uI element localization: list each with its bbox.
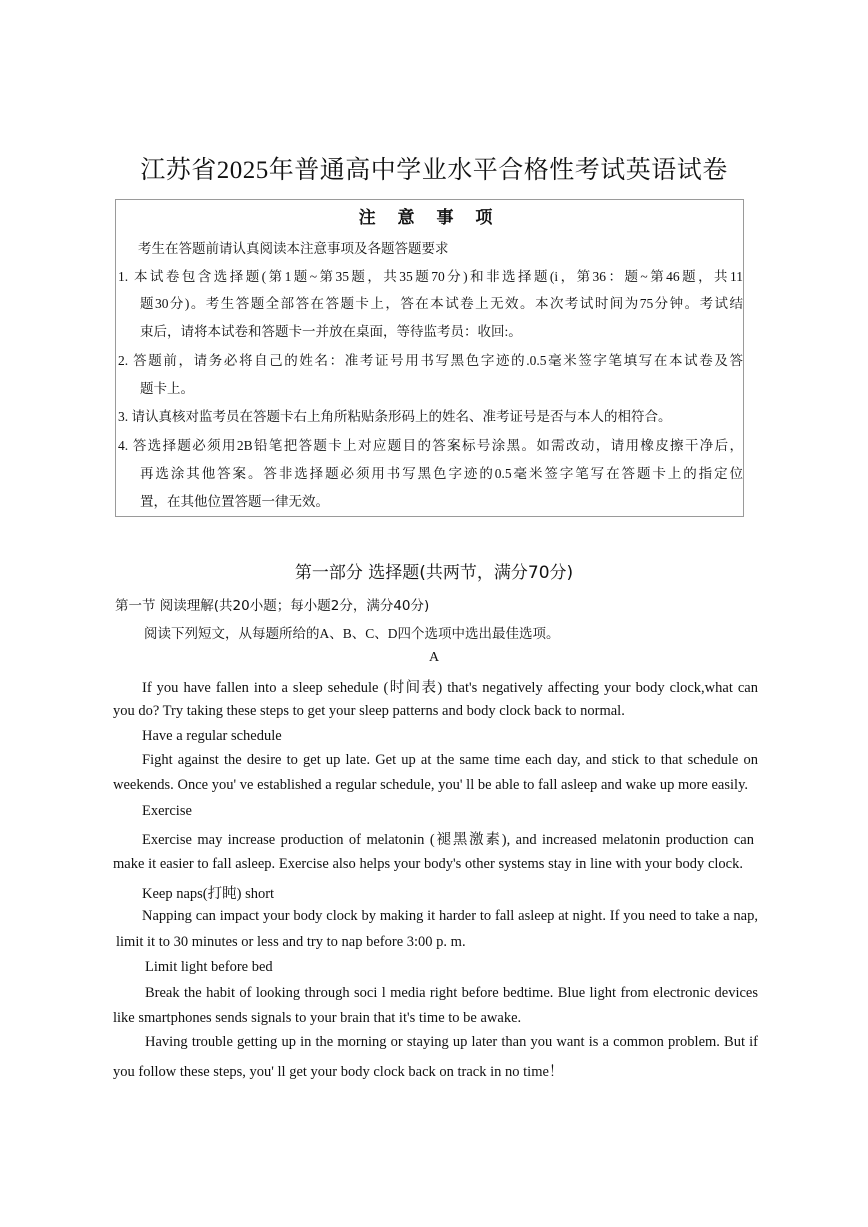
notice-line: 题30分)。考生答题全部答在答题卡上，答在本试卷上无效。本次考试时间为75分钟。考试结 xyxy=(140,296,743,311)
notice-line: 3. 请认真核对监考员在答题卡右上角所粘贴条形码上的姓名、准考证号是否与本人的相符合。 xyxy=(118,409,672,424)
passage-line: limit it to 30 minutes or less and try to nap before 3:00 p. m. xyxy=(116,934,466,950)
passage-line: weekends. Once you' ve established a regular schedule, you' ll be able to fall asleep and wake up more easily. xyxy=(113,777,748,793)
passage-subheading: Have a regular schedule xyxy=(142,728,282,744)
passage-label: A xyxy=(428,650,440,665)
exam-title: 江苏省2025年普通高中学业水平合格性考试英语试卷 xyxy=(140,157,728,184)
passage-line: like smartphones sends signals to your brain that it's time to be awake. xyxy=(113,1010,522,1026)
passage-subheading: Exercise xyxy=(142,803,192,819)
notice-line: 题卡上。 xyxy=(140,381,194,396)
notice-line: 束后，请将本试卷和答题卡一并放在桌面，等待监考员：收回:。 xyxy=(140,324,522,339)
notice-line: 1. 本试卷包含选择题(第1题~第35题，共35题70分)和非选择题(i，第36：题~第46题，共11 xyxy=(118,269,743,284)
passage-line: Break the habit of looking through soci l media right before bedtime. Blue light from electronic devices xyxy=(145,985,758,1001)
passage-line: you follow these steps, you' ll get your body clock back on track in no time！ xyxy=(113,1064,564,1080)
instruction: 阅读下列短文，从每题所给的A、B、C、D四个选项中选出最佳选项。 xyxy=(144,626,560,641)
section-title: 第一节 阅读理解(共20小题；每小题2分，满分40分) xyxy=(115,598,430,614)
part-title: 第一部分 选择题(共两节，满分70分) xyxy=(294,563,574,583)
passage-subheading: Limit light before bed xyxy=(145,959,273,975)
passage-line: Napping can impact your body clock by making it harder to fall asleep at night. If you need to take a nap, xyxy=(142,908,758,924)
passage-line: Fight against the desire to get up late. Get up at the same time each day, and stick to that schedule on xyxy=(142,752,758,768)
notice-intro: 考生在答题前请认真阅读本注意事项及各题答题要求 xyxy=(138,241,449,256)
notice-line: 2. 答题前，请务必将自己的姓名：准考证号用书写黑色字迹的.0.5毫米签字笔填写在本试卷及答 xyxy=(118,353,743,368)
notice-line: 置，在其他位置答题一律无效。 xyxy=(140,494,329,509)
notice-heading: 注 意 事 项 xyxy=(358,208,501,228)
notice-line: 再选涂其他答案。答非选择题必须用书写黑色字迹的0.5毫米签字笔写在答题卡上的指定位 xyxy=(140,466,743,481)
passage-line: you do? Try taking these steps to get your sleep patterns and body clock back to normal. xyxy=(113,703,625,719)
passage-line: make it easier to fall asleep. Exercise also helps your body's other systems stay in line with your body clock. xyxy=(113,856,743,872)
passage-line: Having trouble getting up in the morning or staying up later than you want is a common problem. But if xyxy=(145,1034,758,1050)
passage-line: Exercise may increase production of melatonin (褪黑激素), and increased melatonin production can xyxy=(142,832,754,848)
passage-line: If you have fallen into a sleep sehedule (时间表) that's negatively affecting your body clock,what can xyxy=(142,680,758,696)
notice-box xyxy=(115,199,744,517)
passage-subheading: Keep naps(打盹) short xyxy=(142,886,275,902)
notice-line: 4. 答选择题必须用2B铅笔把答题卡上对应题目的答案标号涂黑。如需改动，请用橡皮擦干净后， xyxy=(118,438,743,453)
